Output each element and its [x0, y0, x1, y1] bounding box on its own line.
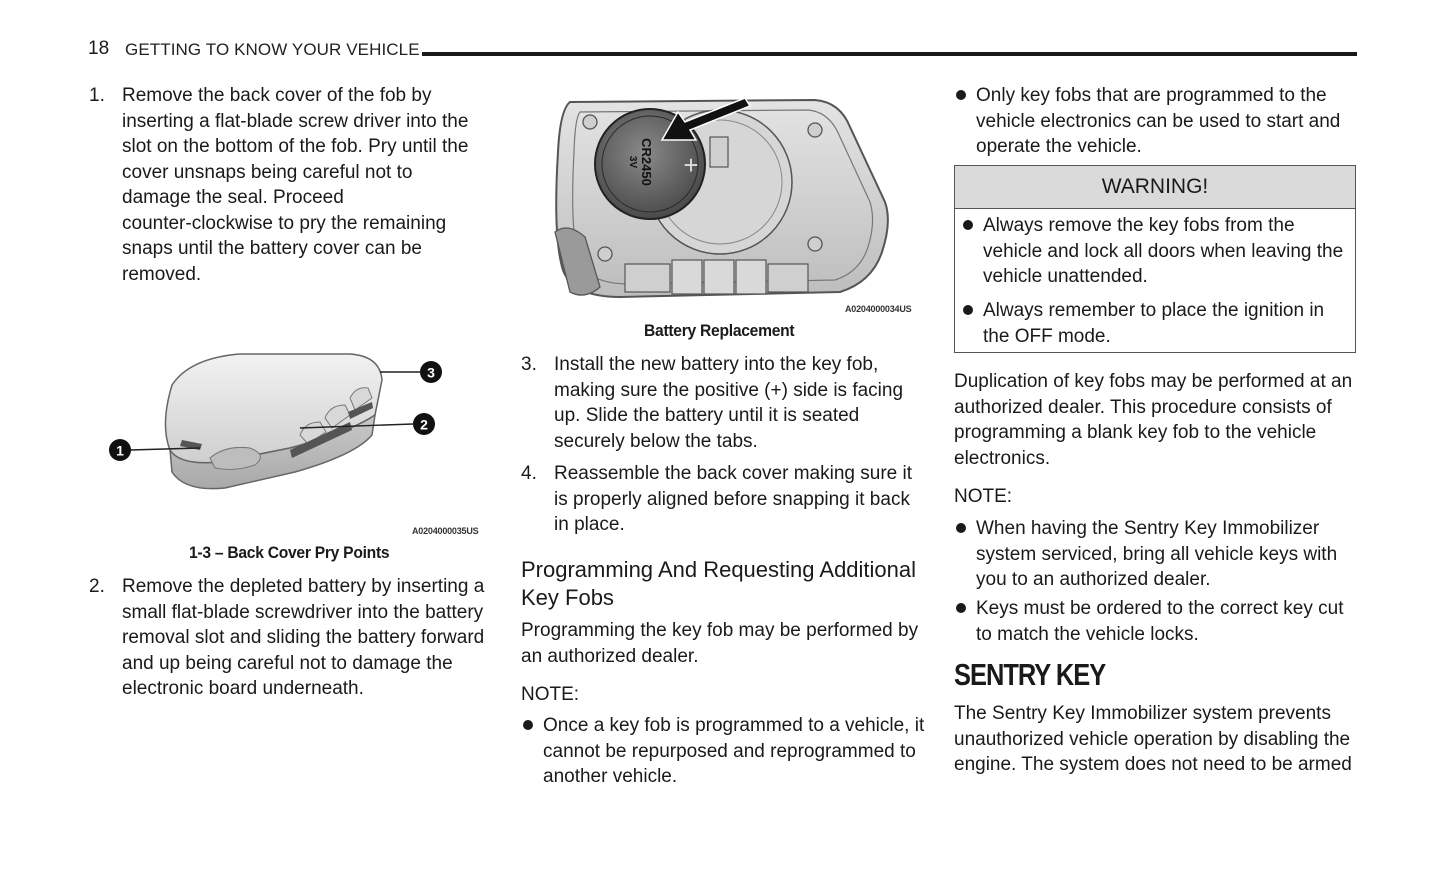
- step-3-text: Install the new battery into the key fob, making sure the positive (+) side is facing up. Slide the battery until it is seated securely below the tabs.: [554, 354, 904, 452]
- figure-code: A0204000034US: [845, 304, 912, 314]
- svg-text:3: 3: [427, 364, 435, 381]
- key-fob-back-cover-figure: [100, 340, 490, 540]
- svg-text:+: +: [683, 150, 699, 180]
- sentry-key-heading: SENTRY KEY: [954, 657, 1106, 692]
- battery-replacement-figure: [550, 92, 895, 302]
- bullet-icon: [956, 603, 966, 613]
- section-title: GETTING TO KNOW YOUR VEHICLE: [125, 40, 420, 59]
- note-item-2: Keys must be ordered to the correct key cut to match the vehicle locks.: [976, 598, 1344, 645]
- programming-paragraph: Programming the key fob may be performed by an authorized dealer.: [521, 620, 919, 667]
- figure-caption: Battery Replacement: [644, 321, 795, 340]
- bullet-icon: [963, 220, 973, 230]
- bullet-icon: [956, 90, 966, 100]
- page-number: 18: [88, 38, 110, 59]
- warning-item-2: Always remember to place the ignition in the OFF mode.: [983, 300, 1325, 347]
- callout-3: [380, 361, 442, 383]
- step-1-number: 1.: [89, 85, 105, 106]
- figure-caption: 1-3 – Back Cover Pry Points: [189, 543, 390, 562]
- step-4-number: 4.: [521, 463, 537, 484]
- bullet-icon: [963, 305, 973, 315]
- step-2-text: Remove the depleted battery by inserting a small flat-blade screwdriver into the battery removal slot and sliding the battery forward and up being careful not to damage the electronic board underneath.: [122, 576, 485, 699]
- fob-housing: [555, 100, 888, 297]
- key-fob-body: [165, 354, 382, 489]
- step-1-text: Remove the back cover of the fob by inserting a flat-blade screw driver into the slot on the bottom of the fob. Pry until the cover unsnaps being careful not to damage the seal. Proceed counter-clockwise to pry the remaining snaps until the battery cover can be removed.: [122, 85, 469, 285]
- note-label: NOTE:: [521, 684, 580, 705]
- svg-text:2: 2: [420, 416, 428, 433]
- section-heading-programming: Programming And Requesting Additional Key Fobs: [521, 557, 917, 610]
- svg-text:3V: 3V: [627, 155, 638, 169]
- bullet-icon: [523, 720, 533, 730]
- svg-text:1: 1: [116, 442, 124, 459]
- figure-code: A0204000035US: [412, 526, 479, 536]
- sentry-key-paragraph: The Sentry Key Immobilizer system prevents unauthorized vehicle operation by disabling the engine. The system does not need to be armed: [954, 703, 1352, 775]
- warning-item-1: Always remove the key fobs from the vehicle and lock all doors when leaving the vehicle unattended.: [983, 215, 1344, 287]
- bullet-text-programmed-fobs: Only key fobs that are programmed to the vehicle electronics can be used to start and operate the vehicle.: [976, 85, 1341, 157]
- step-2-number: 2.: [89, 576, 105, 597]
- note-item-1: When having the Sentry Key Immobilizer system serviced, bring all vehicle keys with you to an authorized dealer.: [976, 518, 1338, 590]
- duplication-paragraph: Duplication of key fobs may be performed at an authorized dealer. This procedure consists of programming a blank key fob to the vehicle electronics.: [954, 371, 1353, 469]
- svg-text:CR2450: CR2450: [639, 138, 654, 186]
- note-bullet-text: Once a key fob is programmed to a vehicle, it cannot be repurposed and reprogrammed to another vehicle.: [543, 715, 925, 787]
- bullet-icon: [956, 523, 966, 533]
- step-3-number: 3.: [521, 354, 537, 375]
- warning-title: WARNING!: [955, 166, 1355, 209]
- step-4-text: Reassemble the back cover making sure it is properly aligned before snapping it back in place.: [554, 463, 912, 535]
- header-rule: [422, 52, 1357, 56]
- note-label: NOTE:: [954, 486, 1013, 507]
